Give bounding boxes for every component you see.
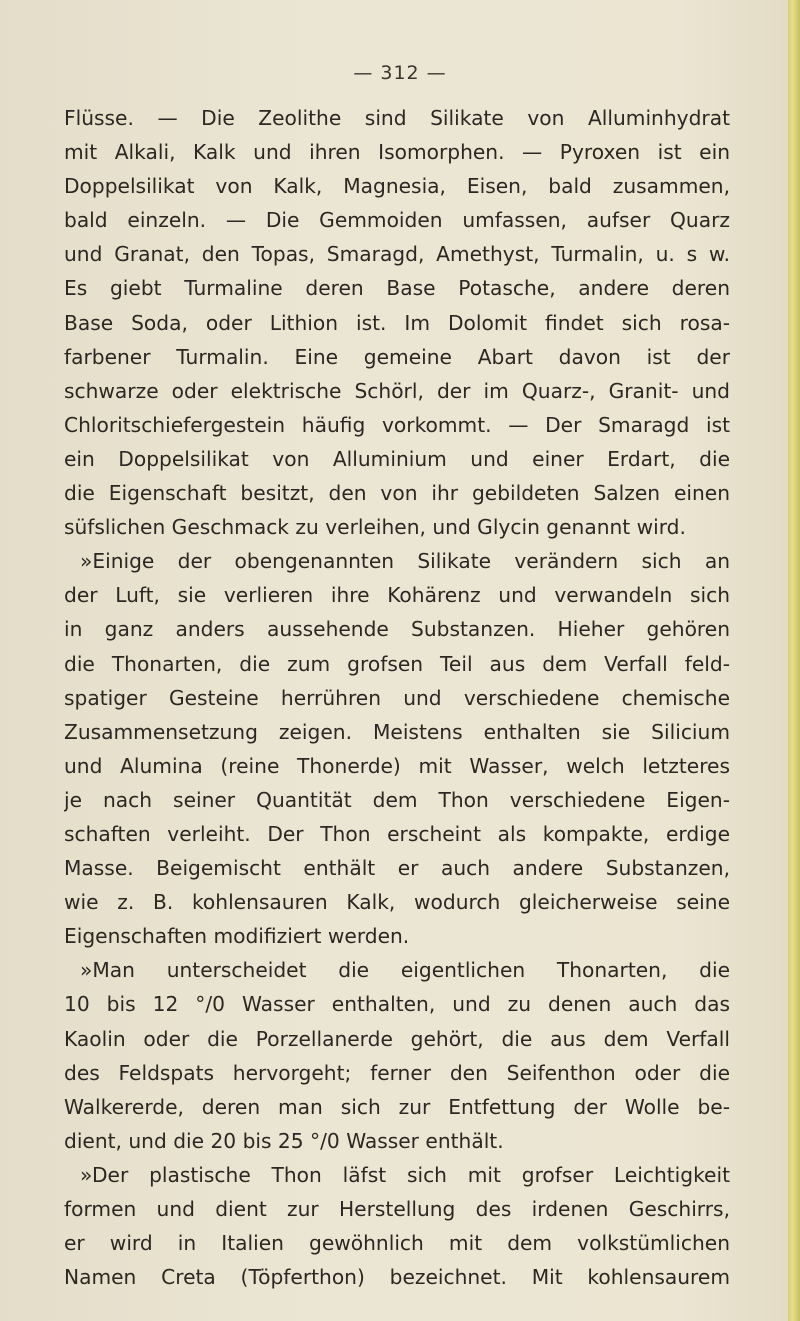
text-line: je nach seiner Quantität dem Thon verschiedene Eigen- bbox=[64, 787, 730, 812]
text-line: farbener Turmalin. Eine gemeine Abart davon ist der bbox=[64, 344, 730, 369]
text-line: Namen Creta (Töpferthon) bezeichnet. Mit kohlensaurem bbox=[64, 1265, 730, 1290]
text-line: »Der plastische Thon läfst sich mit grofser Leichtigkeit bbox=[80, 1162, 730, 1187]
text-line: er wird in Italien gewöhnlich mit dem volkstümlichen bbox=[64, 1231, 730, 1256]
page-number: — 312 — bbox=[353, 62, 447, 84]
text-line: mit Alkali, Kalk und ihren Isomorphen. — Pyroxen ist ein bbox=[64, 140, 730, 165]
text-line: Doppelsilikat von Kalk, Magnesia, Eisen, bald zusammen, bbox=[64, 174, 730, 199]
page-edge bbox=[788, 0, 800, 1321]
text-line: »Einige der obengenannten Silikate verändern sich an bbox=[80, 549, 730, 574]
text-line: dient, und die 20 bis 25 °/0 Wasser enthält. bbox=[64, 1128, 504, 1153]
text-line: ein Doppelsilikat von Alluminium und einer Erdart, die bbox=[64, 446, 730, 471]
text-line: Walkererde, deren man sich zur Entfettung der Wolle be- bbox=[64, 1094, 730, 1119]
text-line: und Alumina (reine Thonerde) mit Wasser, welch letzteres bbox=[64, 753, 730, 778]
text-line: schwarze oder elektrische Schörl, der im Quarz-, Granit- und bbox=[64, 378, 730, 403]
text-line: »Man unterscheidet die eigentlichen Thonarten, die bbox=[80, 958, 730, 983]
text-line: bald einzeln. — Die Gemmoiden umfassen, aufser Quarz bbox=[64, 208, 730, 233]
text-line: formen und dient zur Herstellung des irdenen Geschirrs, bbox=[64, 1197, 730, 1221]
text-line: der Luft, sie verlieren ihre Kohärenz und verwandeln sich bbox=[64, 583, 730, 608]
text-line: des Feldspats hervorgeht; ferner den Seifenthon oder die bbox=[64, 1060, 730, 1085]
text-line: Eigenschaften modifiziert werden. bbox=[64, 924, 410, 949]
text-line: Zusammensetzung zeigen. Meistens enthalten sie Silicium bbox=[64, 719, 730, 744]
body-text bbox=[64, 101, 730, 1294]
text-line: Kaolin oder die Porzellanerde gehört, die aus dem Verfall bbox=[64, 1026, 730, 1051]
text-line: 10 bis 12 °/0 Wasser enthalten, und zu denen auch das bbox=[64, 992, 730, 1017]
text-line: die Thonarten, die zum grofsen Teil aus dem Verfall feld- bbox=[64, 651, 730, 676]
text-line: Flüsse. — Die Zeolithe sind Silikate von Alluminhydrat bbox=[64, 106, 730, 130]
text-line: und Granat, den Topas, Smaragd, Amethyst, Turmalin, u. s w. bbox=[64, 242, 730, 267]
text-line: schaften verleiht. Der Thon erscheint als kompakte, erdige bbox=[64, 821, 730, 846]
text-line: Masse. Beigemischt enthält er auch andere Substanzen, bbox=[64, 856, 730, 881]
text-line: süfslichen Geschmack zu verleihen, und Glycin genannt wird. bbox=[64, 515, 686, 540]
text-line: die Eigenschaft besitzt, den von ihr gebildeten Salzen einen bbox=[64, 481, 730, 506]
text-line: in ganz anders aussehende Substanzen. Hieher gehören bbox=[64, 617, 730, 642]
text-line: Es giebt Turmaline deren Base Potasche, andere deren bbox=[64, 276, 730, 301]
text-line: Chloritschiefergestein häufig vorkommt. — Der Smaragd ist bbox=[64, 412, 730, 437]
text-line: Base Soda, oder Lithion ist. Im Dolomit findet sich rosa- bbox=[64, 310, 730, 335]
text-line: spatiger Gesteine herrühren und verschiedene chemische bbox=[64, 685, 730, 710]
text-line: wie z. B. kohlensauren Kalk, wodurch gleicherweise seine bbox=[64, 890, 730, 915]
